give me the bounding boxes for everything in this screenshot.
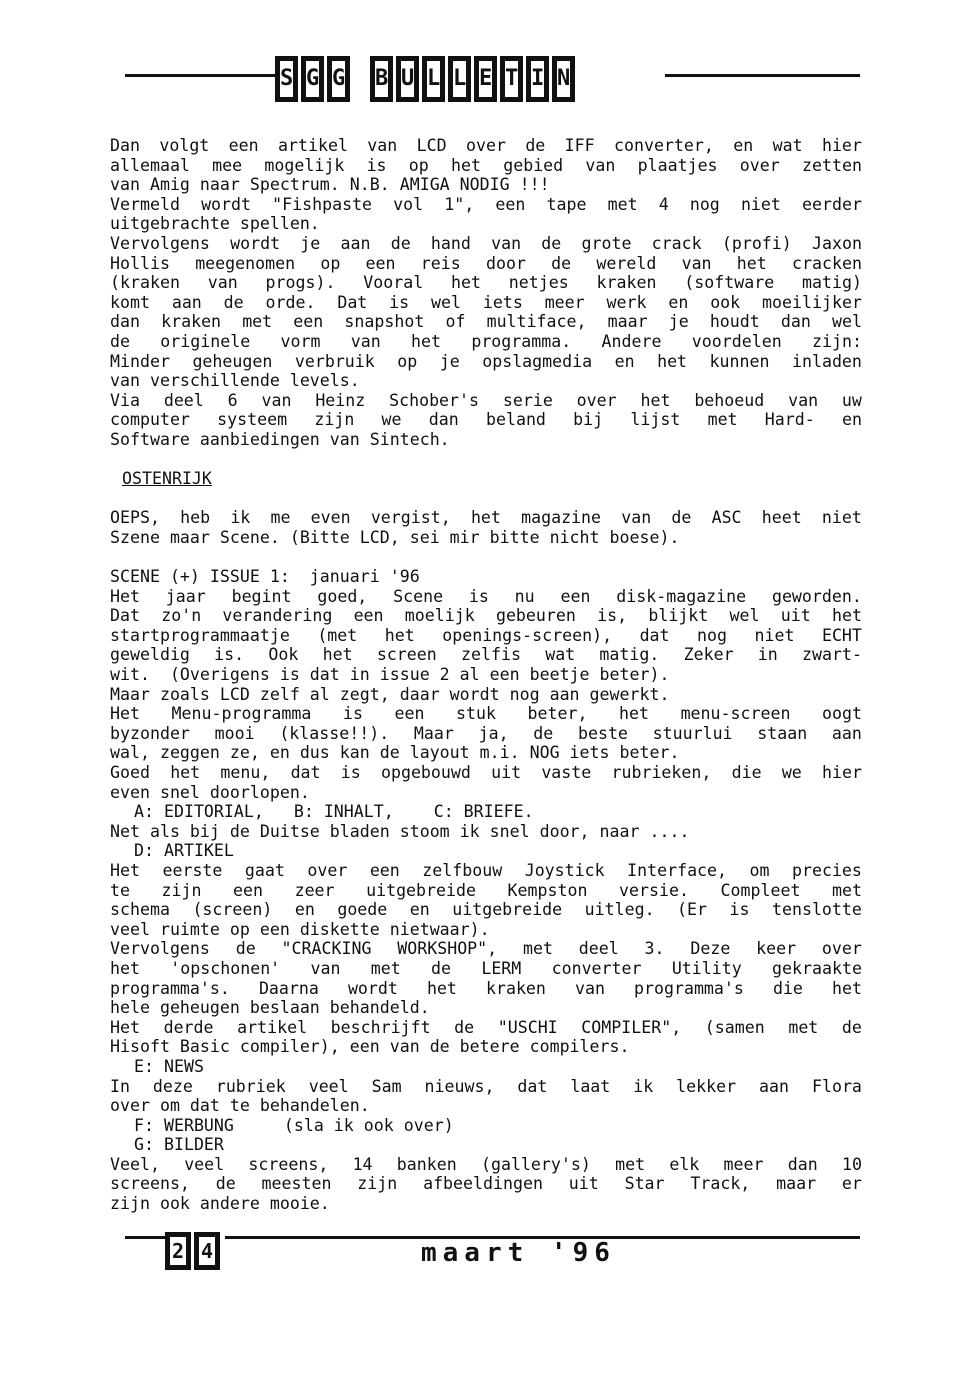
text-line: OEPS, heb ik me even vergist, het magazine van de ASC heet niet (110, 508, 862, 528)
page-footer (125, 1232, 860, 1272)
text-line: Hisoft Basic compiler), een van de betere compilers. (110, 1037, 630, 1057)
text-line: Vermeld wordt "Fishpaste vol 1", een tape met 4 nog niet eerder (110, 194, 862, 214)
text-line: byzonder mooi (klasse!!). Maar ja, de beste stuurlui staan aan (110, 723, 862, 743)
masthead-tile (301, 56, 324, 102)
text-line: geweldig is. Ook het screen zelfis wat matig. Zeker in zwart- (110, 645, 862, 665)
masthead-letter: G (305, 60, 320, 98)
text-line: Dat zo'n verandering een moelijk gebeuren is, blijkt wel uit het (110, 606, 862, 626)
masthead-tile (327, 56, 350, 102)
masthead-title (275, 56, 589, 102)
section-heading (110, 469, 862, 489)
text-line: Minder geheugen verbruik op je opslagmedia en het kunnen inladen (110, 351, 862, 371)
menu-item-line: F: WERBUNG (sla ik ook over) (134, 1115, 454, 1135)
text-line: van verschillende levels. (110, 371, 360, 391)
text-line: Het jaar begint goed, Scene is nu een disk-magazine geworden. (110, 586, 862, 606)
text-line: Szene maar Scene. (Bitte LCD, sei mir bitte nicht boese). (110, 527, 680, 547)
text-line: programma's. Daarna wordt het kraken van programma's die het (110, 978, 862, 998)
text-line: Hollis meegenomen op een reis door de wereld van het cracken (110, 253, 862, 273)
menu-item-line: A: EDITORIAL, B: INHALT, C: BRIEFE. (134, 802, 534, 822)
text-line: SCENE (+) ISSUE 1: januari '96 (110, 567, 420, 587)
text-line: In deze rubriek veel Sam nieuws, dat laat ik lekker aan Flora (110, 1076, 862, 1096)
masthead-tile (275, 56, 298, 102)
masthead-letter: G (331, 60, 346, 98)
page-digit-tile (165, 1232, 191, 1270)
masthead-letter: B (374, 60, 389, 98)
page-digit-tile (194, 1232, 220, 1270)
masthead-letter: U (400, 60, 415, 98)
masthead (125, 56, 860, 116)
masthead-tile (422, 56, 445, 102)
menu-item-line: E: NEWS (134, 1056, 204, 1076)
text-line (110, 489, 862, 509)
masthead-tile (396, 56, 419, 102)
footer-rule-left (125, 1236, 165, 1239)
header-rule-right (665, 74, 860, 77)
masthead-letter: N (556, 60, 571, 98)
text-line (110, 450, 862, 470)
text-line: Maar zoals LCD zelf al zegt, daar wordt nog aan gewerkt. (110, 684, 670, 704)
masthead-letter: T (504, 60, 519, 98)
text-line: Veel, veel screens, 14 banken (gallery's) met elk meer dan 10 (110, 1154, 862, 1174)
text-line: van Amig naar Spectrum. N.B. AMIGA NODIG !!! (110, 175, 550, 195)
masthead-word-bulletin (370, 56, 575, 102)
text-line: de originele vorm van het programma. Andere voordelen zijn: (110, 331, 862, 351)
text-line: wal, zeggen ze, en dus kan de layout m.i. NOG iets beter. (110, 743, 680, 763)
text-line: hele geheugen beslaan behandeld. (110, 998, 430, 1018)
text-line: Software aanbiedingen van Sintech. (110, 429, 450, 449)
masthead-letter: I (530, 60, 545, 98)
masthead-letter: L (426, 60, 441, 98)
text-line: screens, de meesten zijn afbeeldingen uit Star Track, maar er (110, 1174, 862, 1194)
text-line: het 'opschonen' van met de LERM converter Utility gekraakte (110, 958, 862, 978)
text-line: Via deel 6 van Heinz Schober's serie over het behoeud van uw (110, 390, 862, 410)
text-line: computer systeem zijn we dan beland bij lijst met Hard- en (110, 410, 862, 430)
section-heading-text: OSTENRIJK (122, 469, 212, 489)
masthead-tile (552, 56, 575, 102)
text-line: even snel doorlopen. (110, 782, 310, 802)
text-line: uitgebrachte spellen. (110, 214, 320, 234)
menu-item-line: D: ARTIKEL (134, 841, 234, 861)
text-line: allemaal mee mogelijk is op het gebied van plaatjes over zetten (110, 155, 862, 175)
masthead-letter: L (452, 60, 467, 98)
text-line: schema (screen) en goede en uitgebreide uitleg. (Er is tenslotte (110, 900, 862, 920)
article-body (110, 136, 862, 1214)
masthead-letter: E (478, 60, 493, 98)
header-rule-left (125, 74, 275, 77)
text-line: startprogrammaatje (met het openings-screen), dat nog niet ECHT (110, 625, 862, 645)
text-line: komt aan de orde. Dat is wel iets meer werk en ook moeilijker (110, 292, 862, 312)
menu-item-line: G: BILDER (134, 1135, 224, 1155)
masthead-tile (474, 56, 497, 102)
text-line: veel ruimte op een diskette nietwaar). (110, 919, 490, 939)
masthead-tile (370, 56, 393, 102)
masthead-letter: S (279, 60, 294, 98)
text-line: Vervolgens de "CRACKING WORKSHOP", met deel 3. Deze keer over (110, 939, 862, 959)
text-line: Net als bij de Duitse bladen stoom ik snel door, naar .... (110, 821, 690, 841)
text-line: Het eerste gaat over een zelfbouw Joystick Interface, om precies (110, 860, 862, 880)
masthead-tile (500, 56, 523, 102)
text-line: over om dat te behandelen. (110, 1096, 370, 1116)
masthead-tile (448, 56, 471, 102)
text-line: Goed het menu, dat is opgebouwd uit vaste rubrieken, die we hier (110, 763, 862, 782)
masthead-tile (526, 56, 549, 102)
text-line: Dan volgt een artikel van LCD over de IFF converter, en wat hier (110, 136, 862, 155)
text-line: te zijn een zeer uitgebreide Kempston versie. Compleet met (110, 880, 862, 900)
text-line: dan kraken met een snapshot of multiface, maar je houdt dan wel (110, 312, 862, 332)
text-line: zijn ook andere mooie. (110, 1194, 330, 1214)
text-line: (kraken van progs). Vooral het netjes kraken (software matig) (110, 273, 862, 293)
issue-date: maart '96 (421, 1238, 616, 1268)
page-digit-letter: 4 (198, 1236, 216, 1266)
text-line: Het derde artikel beschrijft de "USCHI COMPILER", (samen met de (110, 1017, 862, 1037)
page-digit-letter: 2 (169, 1236, 187, 1266)
text-line: Vervolgens wordt je aan de hand van de grote crack (profi) Jaxon (110, 233, 862, 253)
text-line (110, 547, 862, 567)
text-line: Het Menu-programma is een stuk beter, het menu-screen oogt (110, 704, 862, 724)
masthead-word-sgg (275, 56, 350, 102)
text-line: wit. (Overigens is dat in issue 2 al een beetje beter). (110, 665, 670, 685)
page-number (165, 1232, 220, 1270)
